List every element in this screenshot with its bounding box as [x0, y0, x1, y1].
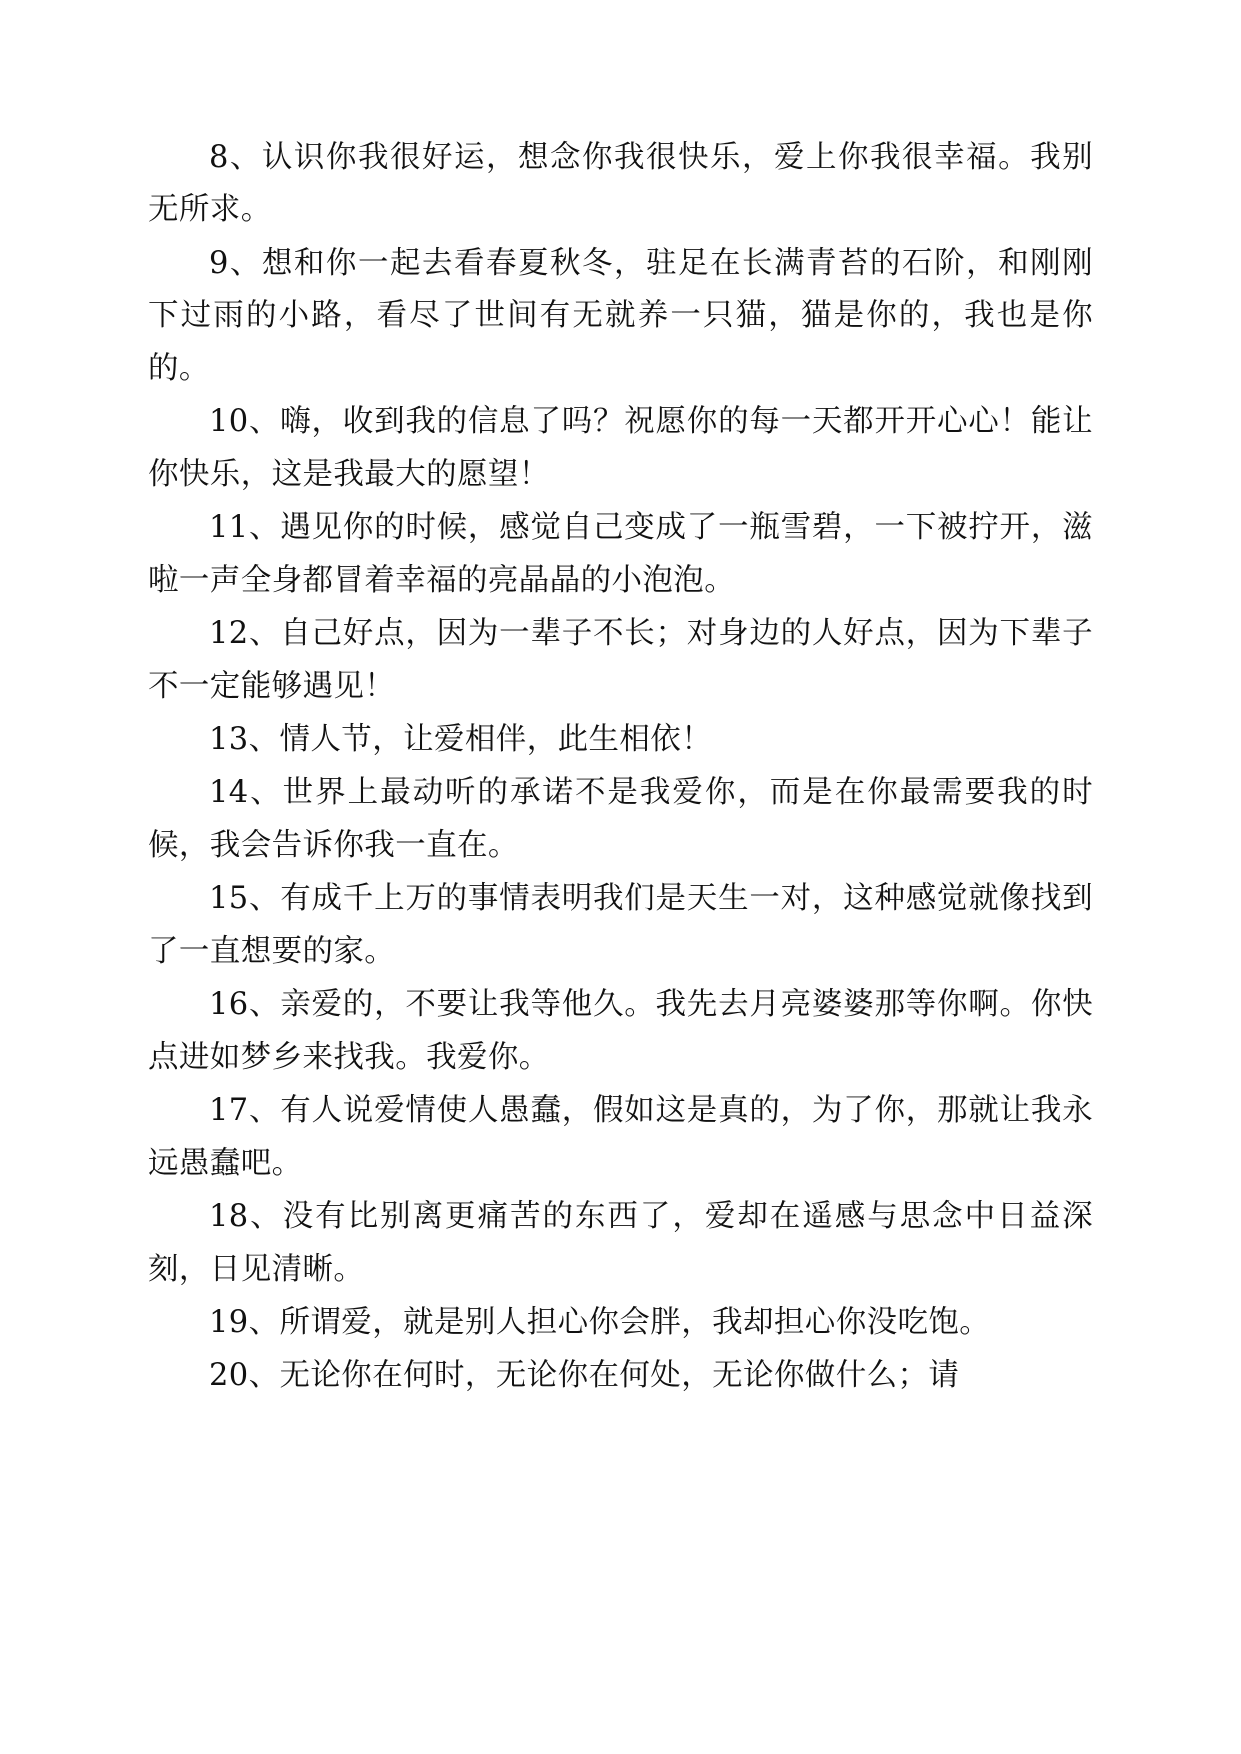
- document-body: [148, 132, 1093, 1403]
- paragraph: 15、有成千上万的事情表明我们是天生一对，这种感觉就像找到了一直想要的家。: [148, 881, 1093, 969]
- paragraph: 9、想和你一起去看春夏秋冬，驻足在长满青苔的石阶，和刚刚下过雨的小路，看尽了世间有无就养一只猫，猫是你的，我也是你的。: [148, 245, 1093, 386]
- paragraph: 13、情人节，让爱相伴，此生相依！: [209, 721, 713, 757]
- paragraph: 18、没有比别离更痛苦的东西了，爱却在遥感与思念中日益深刻，日见清晰。: [148, 1199, 1093, 1287]
- paragraph: 10、嗨，收到我的信息了吗？祝愿你的每一天都开开心心！能让你快乐，这是我最大的愿望！: [148, 404, 1093, 492]
- paragraph: 17、有人说爱情使人愚蠢，假如这是真的，为了你，那就让我永远愚蠢吧。: [148, 1093, 1093, 1181]
- paragraph: 20、无论你在何时，无论你在何处，无论你做什么；请: [209, 1358, 960, 1394]
- paragraph: 16、亲爱的，不要让我等他久。我先去月亮婆婆那等你啊。你快点进如梦乡来找我。我爱你。: [148, 987, 1093, 1075]
- paragraph: 12、自己好点，因为一辈子不长；对身边的人好点，因为下辈子不一定能够遇见！: [148, 616, 1093, 704]
- paragraph: 11、遇见你的时候，感觉自己变成了一瓶雪碧，一下被拧开，滋啦一声全身都冒着幸福的亮晶晶的小泡泡。: [148, 510, 1093, 598]
- paragraph: 19、所谓爱，就是别人担心你会胖，我却担心你没吃饱。: [209, 1304, 991, 1340]
- paragraph: 14、世界上最动听的承诺不是我爱你，而是在你最需要我的时候，我会告诉你我一直在。: [148, 775, 1093, 863]
- paragraph: 8、认识你我很好运，想念你我很快乐，爱上你我很幸福。我别无所求。: [148, 140, 1093, 228]
